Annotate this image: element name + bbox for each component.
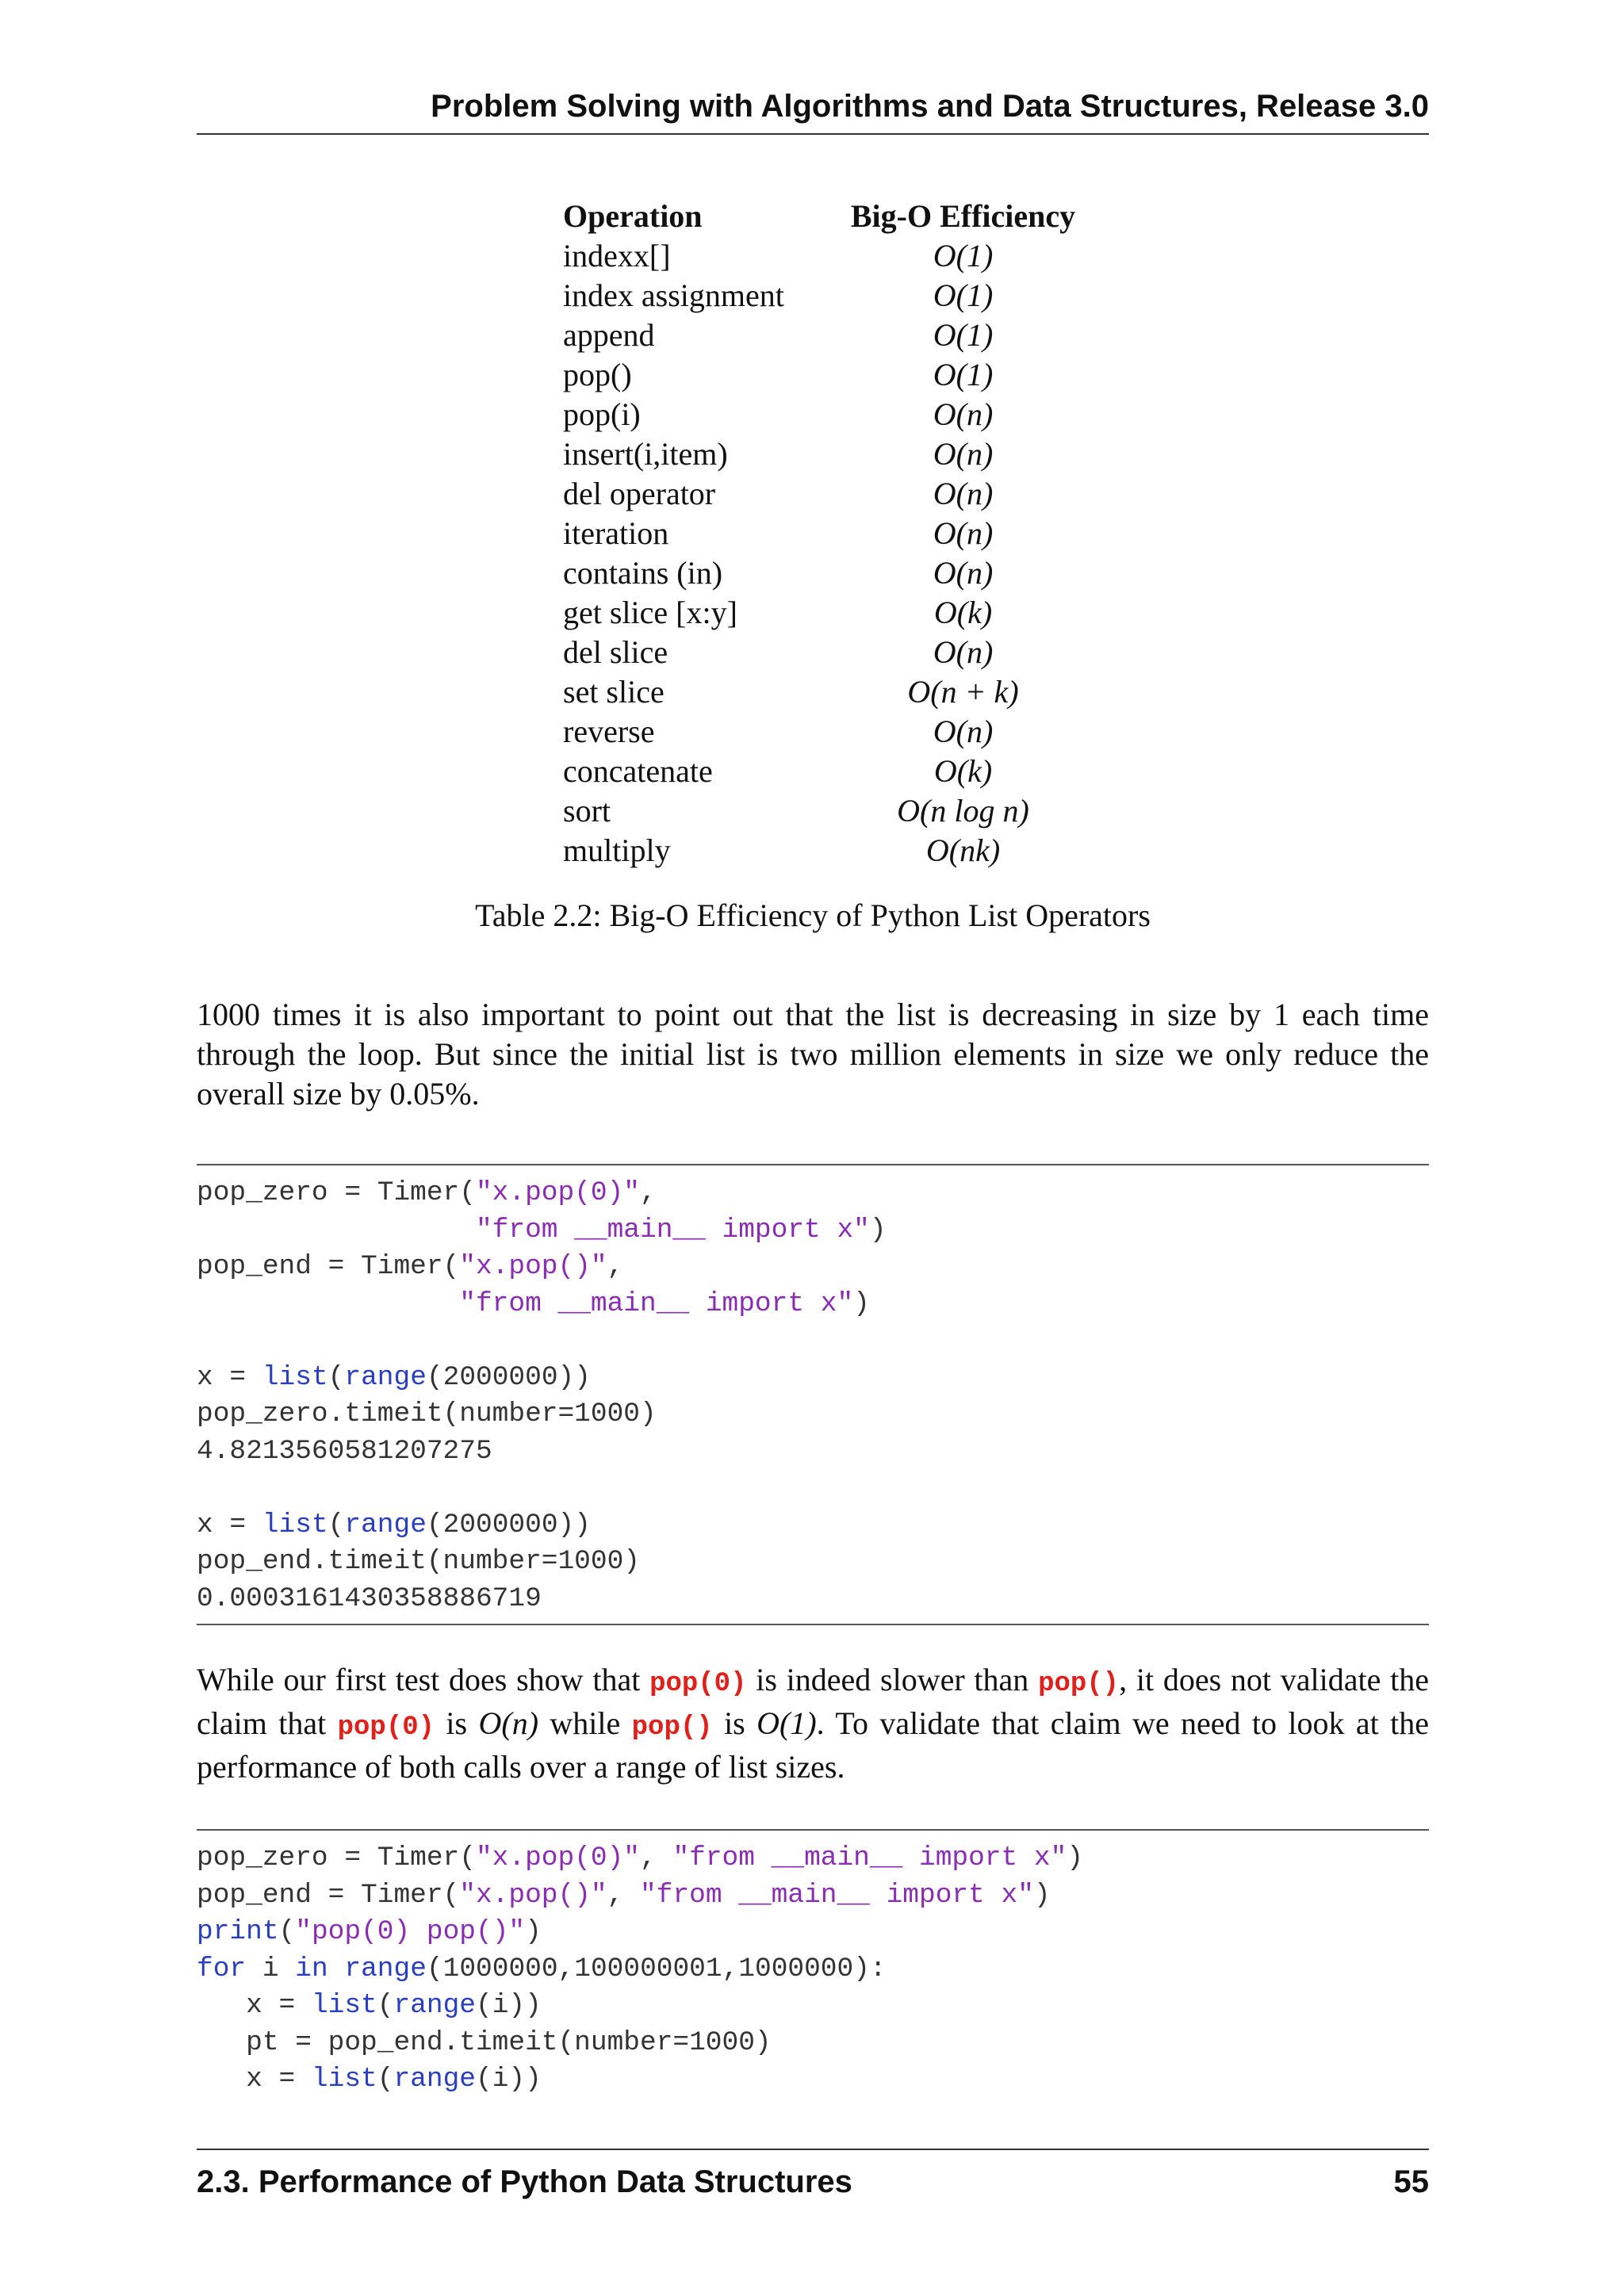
column-header-operation: Operation: [563, 198, 703, 234]
inline-code: pop(): [631, 1712, 713, 1743]
math-expression: O(1): [756, 1705, 817, 1741]
efficiency-cell: O(n): [933, 714, 994, 749]
efficiency-cell: O(1): [933, 277, 994, 313]
header-title: Problem Solving with Algorithms and Data Structures, Release 3.0: [431, 89, 1429, 124]
code-line: x = list(range(2000000)): [197, 1361, 591, 1393]
table-row: [563, 831, 1075, 871]
efficiency-cell: O(k): [933, 753, 993, 789]
operation-cell: insert(i,item): [563, 436, 728, 472]
code-line: 0.0003161430358886719: [197, 1582, 542, 1614]
operation-cell: pop(i): [563, 396, 641, 432]
efficiency-cell: O(1): [933, 317, 994, 353]
operation-cell: multiply: [563, 832, 671, 868]
code-line: pop_zero = Timer("x.pop(0)", "from __main__ import x"): [197, 1843, 1084, 1873]
paragraph-intro: 1000 times it is also important to point out that the list is decreasing in size by 1 each time through the loop. But since the initial list is two million elements in size we only reduce the overall size by 0.05%.: [197, 997, 1429, 1112]
table-row: [563, 355, 1075, 395]
operation-cell: concatenate: [563, 753, 713, 789]
code-line: x = list(range(2000000)): [197, 1509, 591, 1540]
efficiency-cell: O(n): [933, 476, 994, 511]
table-row: [563, 752, 1075, 791]
efficiency-cell: O(n + k): [907, 674, 1019, 710]
code-line: pop_zero = Timer("x.pop(0)",: [197, 1177, 657, 1208]
operation-cell: iteration: [563, 515, 669, 551]
operation-cell: set slice: [563, 674, 665, 710]
paragraph-validation: While our first test does show that pop(0) is indeed slower than pop(), it does not validate the claim that pop(0) is O(n) while pop() is O(1). To validate that claim we need to look at the performance of both calls over a range of list sizes.: [197, 1662, 1429, 1785]
big-o-table: [563, 197, 1075, 871]
inline-code: pop(0): [649, 1669, 747, 1699]
code-line: pop_end = Timer("x.pop()",: [197, 1251, 624, 1282]
column-header-efficiency: Big-O Efficiency: [850, 198, 1076, 234]
table-row: [563, 276, 1075, 316]
code-line: for i in range(1000000,100000001,1000000):: [197, 1953, 887, 1984]
table-row: [563, 395, 1075, 434]
footer-section: 2.3. Performance of Python Data Structures: [197, 2164, 852, 2199]
code-line: pop_zero.timeit(number=1000): [197, 1399, 657, 1429]
table-row: [563, 316, 1075, 355]
operation-cell: indexx[]: [563, 238, 671, 274]
efficiency-cell: O(nk): [925, 832, 1001, 868]
operation-cell: index assignment: [563, 277, 784, 313]
efficiency-cell: O(n): [933, 634, 994, 670]
efficiency-cell: O(k): [933, 595, 993, 630]
efficiency-cell: O(1): [933, 238, 994, 274]
table-row: [563, 514, 1075, 553]
math-expression: O(n): [478, 1705, 539, 1741]
efficiency-cell: O(n): [933, 555, 994, 591]
running-header: [197, 86, 1429, 135]
inline-code: pop(): [1038, 1669, 1120, 1699]
table-row: [563, 712, 1075, 752]
table-row: [563, 672, 1075, 712]
table-row: [563, 593, 1075, 633]
efficiency-cell: O(n log n): [897, 793, 1029, 828]
efficiency-cell: O(n): [933, 515, 994, 551]
table-row: [563, 553, 1075, 593]
operation-cell: sort: [563, 793, 611, 828]
table-row: [563, 633, 1075, 672]
code-line: print("pop(0) pop()"): [197, 1916, 542, 1947]
operation-cell: pop(): [563, 357, 632, 392]
code-block-timing: [197, 1164, 1429, 1625]
code-line: pt = pop_end.timeit(number=1000): [197, 2026, 772, 2058]
table-row: [563, 434, 1075, 474]
code-line: pop_end = Timer("x.pop()", "from __main__ import x"): [197, 1879, 1051, 1911]
operation-cell: contains (in): [563, 555, 723, 591]
operation-cell: get slice [x:y]: [563, 595, 737, 630]
table-caption: Table 2.2: Big-O Efficiency of Python List Operators: [475, 897, 1151, 933]
table-row: [563, 791, 1075, 831]
operation-cell: del operator: [563, 476, 716, 511]
table-row: [563, 236, 1075, 276]
code-line: pop_end.timeit(number=1000): [197, 1546, 640, 1577]
table-row: [563, 474, 1075, 514]
operation-cell: append: [563, 317, 655, 353]
running-footer: [197, 2149, 1429, 2202]
operation-cell: reverse: [563, 714, 655, 749]
code-block-loop: [197, 1829, 1429, 2105]
code-line: "from __main__ import x"): [475, 1214, 887, 1246]
efficiency-cell: O(n): [933, 436, 994, 472]
code-line: 4.8213560581207275: [197, 1435, 492, 1467]
inline-code: pop(0): [337, 1712, 435, 1743]
efficiency-cell: O(1): [933, 357, 994, 392]
code-line: "from __main__ import x"): [459, 1288, 870, 1319]
table-header-row: [563, 197, 1075, 236]
efficiency-cell: O(n): [933, 396, 994, 432]
code-line: x = list(range(i)): [197, 1990, 542, 2021]
code-line: x = list(range(i)): [197, 2064, 542, 2095]
page-number: 55: [1393, 2164, 1429, 2199]
operation-cell: del slice: [563, 634, 668, 670]
